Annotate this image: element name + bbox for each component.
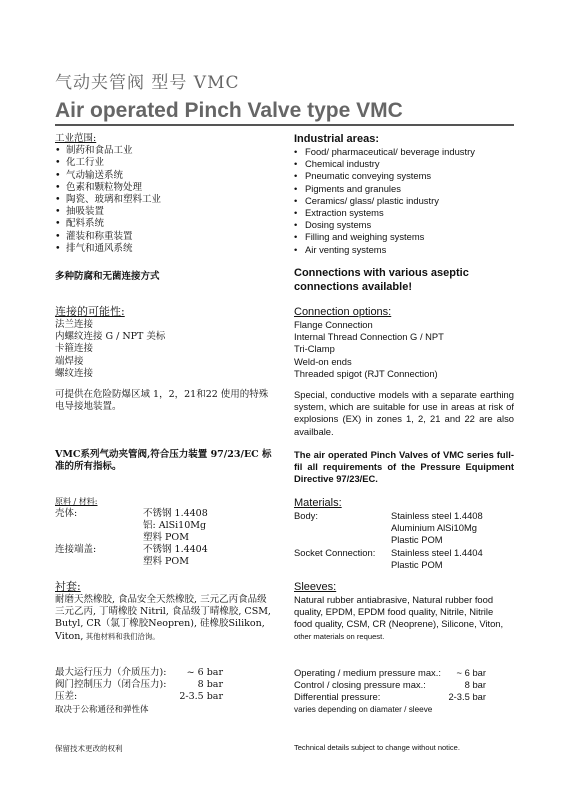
pressure-diff-row-en [294,691,486,703]
industrial-item-zh: • 灌装和称重装置 [55,231,277,243]
connection-item-en: Flange Connection [294,319,373,330]
industrial-item-zh: • 抽吸装置 [55,206,277,218]
pressure-ctrl-value-en: 8 bar [464,679,486,691]
sleeves-zh [55,580,273,643]
connection-item-zh: 卡箍连接 [55,343,94,355]
connection-zh [55,305,277,380]
special-zh: 可提供在危险防爆区域 1，2，21和22 使用的特殊电导接地装置。 [55,389,269,413]
industrial-en [294,133,514,256]
directive-zh: VMC系列气动夹管阀,符合压力装置 97/23/EC 标准的所有指标。 [55,449,272,473]
materials-body-row-en [294,510,514,547]
aseptic-zh: 多种防腐和无菌连接方式 [55,271,160,282]
pressure-diff-row-zh [55,691,223,703]
materials-heading-en: Materials: [294,497,342,509]
materials-socket-row-zh [55,544,277,568]
pressure-ctrl-row-zh [55,679,223,691]
pressure-en [294,667,486,716]
aseptic-en: Connections with various aseptic connections available! [294,267,469,293]
pressure-note-zh: 取决于公称通径和弹性体 [55,704,149,715]
sleeves-text-zh [55,594,273,643]
industrial-item-en: • Filling and weighing systems [294,231,514,243]
connection-item-en: Internal Thread Connection G / NPT [294,331,444,343]
materials-body-value-zh: 塑料 POM [143,532,189,543]
materials-socket-label-zh: 连接端盖: [55,544,97,555]
materials-socket-value-zh: 塑料 POM [143,556,189,567]
materials-en [294,496,514,571]
materials-heading-zh: 原料 / 材料: [55,497,98,506]
industrial-heading-zh: 工业范围: [55,133,97,144]
pressure-op-label-en: Operating / medium pressure max.: [294,667,441,678]
industrial-item-en: • Pneumatic conveying systems [294,170,514,182]
materials-body-value-zh: 不锈钢 1.4408 [143,508,208,519]
industrial-item-zh: • 化工行业 [55,157,277,169]
connection-item-zh: 螺纹连接 [55,367,94,379]
industrial-item-zh: • 制药和食品工业 [55,145,277,157]
pressure-op-value-zh: ~ 6 bar [186,667,223,678]
materials-socket-label-en: Socket Connection: [294,546,376,558]
connection-item-en: Weld-on ends [294,355,352,367]
sleeves-body-en: Natural rubber antiabrasive, Natural rubber food quality, EPDM, EPDM food quality, Nitrile, Nitrile food quality, CSM, CR (Neoprene), Silicone, Viton, [294,594,504,630]
sleeves-en [294,580,514,643]
pressure-ctrl-row-en [294,679,486,691]
industrial-item-zh: • 陶瓷、玻璃和塑料工业 [55,194,277,206]
pressure-op-row-zh [55,667,223,679]
pressure-ctrl-value-zh: 8 bar [197,679,223,691]
pressure-op-row-en [294,667,486,679]
industrial-list-zh [55,145,277,255]
sleeves-note-zh: 其他材料和我们洽询。 [83,631,160,641]
materials-socket-value-en: Plastic POM [391,558,443,570]
connection-en [294,305,514,380]
connection-item-zh: 端焊接 [55,355,84,367]
industrial-item-en: • Extraction systems [294,207,514,219]
pressure-note-en: varies depending on diamater / sleeve [294,704,433,714]
pressure-diff-value-zh: 2-3.5 bar [179,691,223,703]
pressure-op-value-en: ~ 6 bar [456,667,486,678]
connection-item-en: Tri-Clamp [294,343,335,355]
directive-en: The air operated Pinch Valves of VMC series full-fil all requirements of the Pressure Equipment Directive 97/23/EC. [294,449,514,485]
materials-socket-value-en: Stainless steel 1.4404 [391,546,483,558]
industrial-heading-en: Industrial areas: [294,133,379,145]
industrial-zh [55,133,277,255]
industrial-item-en: • Pigments and granules [294,183,514,195]
industrial-item-en: • Ceramics/ glass/ plastic industry [294,195,514,207]
materials-body-value-zh: 铝: AlSi10Mg [143,520,207,531]
connection-item-en: Threaded spigot (RJT Connection) [294,367,438,379]
pressure-ctrl-label-zh: 阀门控制压力（闭合压力): [55,679,167,691]
sleeves-note-en: other materials on request. [294,631,385,641]
materials-socket-value-zh: 不锈钢 1.4404 [143,544,208,555]
footer-en: Technical details subject to change without notice. [294,743,460,752]
pressure-diff-value-en: 2-3.5 bar [448,691,486,703]
materials-zh [55,496,277,568]
title-zh: 气动夹管阀 型号 VMC [55,73,240,93]
footer-zh: 保留技术更改的权利 [55,744,123,753]
materials-body-value-en: Stainless steel 1.4408 [391,510,483,521]
materials-body-label-en: Body: [294,510,318,521]
pressure-zh [55,667,223,716]
industrial-item-zh: • 气动输送系统 [55,170,277,182]
industrial-item-en: • Chemical industry [294,158,514,170]
pressure-ctrl-label-en: Control / closing pressure max.: [294,679,426,691]
materials-socket-row-en [294,547,514,571]
connection-heading-en: Connection options: [294,306,392,318]
pressure-diff-label-zh: 压差: [55,691,78,703]
pressure-op-label-zh: 最大运行压力（介质压力): [55,667,167,678]
sleeves-body-zh: 耐磨天然橡胶, 食品安全天然橡胶, 三元乙丙食品级三元乙丙, 丁晴橡胶 Nitril, 食品级丁晴橡胶, CSM, Butyl, CR（氯丁橡胶Neopren), 硅橡胶Silikon, Viton, [55,594,271,642]
industrial-item-en: • Air venting systems [294,244,514,256]
industrial-item-en: • Food/ pharmaceutical/ beverage industry [294,146,514,158]
pressure-diff-label-en: Differential pressure: [294,691,381,703]
industrial-item-zh: • 色素和颗粒物处理 [55,182,277,194]
materials-body-label-zh: 壳体: [55,508,78,519]
special-en: Special, conductive models with a separate earthing system, which are suitable for use in areas at risk of explosions (EX) in zones 1, 2, 21 and 22 are also availbale. [294,389,514,437]
connection-heading-zh: 连接的可能性: [55,305,125,318]
title-rule [55,124,514,126]
industrial-item-zh: • 配料系统 [55,218,277,230]
materials-body-value-en: Aluminium AlSi10Mg [391,522,477,534]
industrial-item-zh: • 排气和通风系统 [55,243,277,255]
sleeves-heading-en: Sleeves: [294,581,337,593]
connection-item-zh: 内螺纹连接 G / NPT 美标 [55,331,166,343]
title-en: Air operated Pinch Valve type VMC [55,99,403,122]
materials-body-value-en: Plastic POM [391,534,443,546]
connection-item-zh: 法兰连接 [55,319,94,330]
industrial-list-en [294,146,514,256]
industrial-item-en: • Dosing systems [294,219,514,231]
sleeves-heading-zh: 衬套: [55,580,81,593]
materials-body-row-zh [55,508,277,544]
